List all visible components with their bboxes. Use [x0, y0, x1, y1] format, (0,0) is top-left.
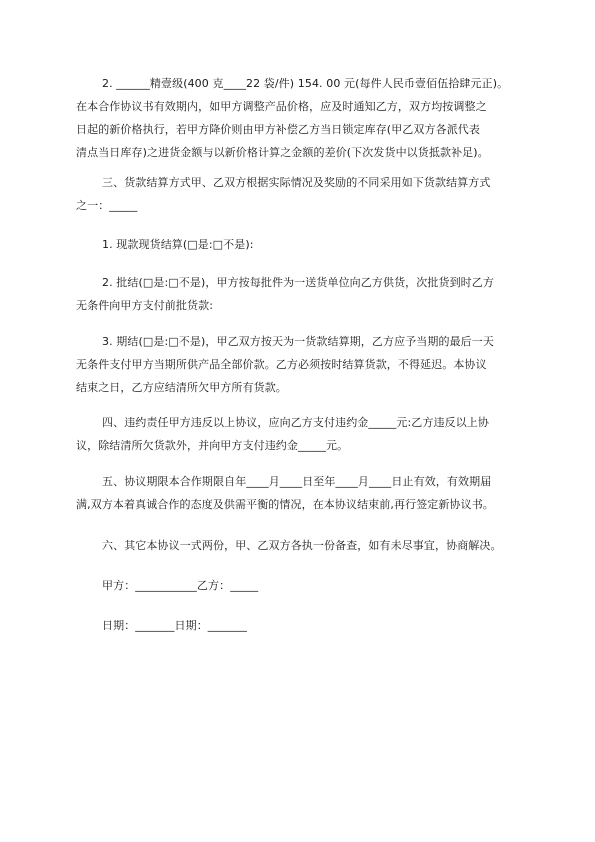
- text-line: 三、货款结算方式甲、乙双方根据实际情况及奖励的不同采用如下货款结算方式: [102, 176, 491, 189]
- text-line: 1. 现款现货结算(□是:□不是):: [102, 238, 254, 251]
- text-line: 五、协议期限本合作期限自年____月____日至年____月____日止有效，有效期届: [102, 475, 492, 488]
- text-line: 2. ______精壹级(400 克____22 袋/件) 154. 00 元(每件人民币壹佰伍拾肆元正)。: [102, 77, 509, 90]
- text-line: 3. 期结(□是:□不是)，甲乙双方按天为一货款结算期，乙方应予当期的最后一天: [102, 335, 494, 348]
- clause-term-paragraph: [76, 470, 536, 516]
- clause-other-paragraph: [76, 534, 536, 557]
- text-line: 满,双方本着真诚合作的态度及供需平衡的情况，在本协议结束前,再行签定新协议书。: [76, 498, 494, 511]
- text-line: 2. 批结(□是:□不是)，甲方按每批件为一送货单位向乙方供货，次批货到时乙方: [102, 276, 494, 289]
- clause-price-paragraph: [76, 72, 536, 164]
- settlement-period-item: [76, 330, 536, 399]
- text-line: 结束之日，乙方应结清所欠甲方所有货款。: [76, 381, 287, 394]
- text-line: 无条件向甲方支付前批货款:: [76, 299, 214, 312]
- text-line: 议，除结清所欠货款外，并向甲方支付违约金_____元。: [76, 439, 349, 452]
- settlement-batch-item: [76, 271, 536, 317]
- signature-date-line: [76, 614, 536, 637]
- text-line: 六、其它本协议一式两份，甲、乙双方各执一份备查，如有未尽事宜，协商解决。: [102, 539, 502, 552]
- text-line: 日期：_______日期：_______: [102, 619, 247, 632]
- clause-settlement-heading: [76, 171, 536, 217]
- clause-liability-paragraph: [76, 411, 536, 457]
- text-line: 日起的新价格执行，若甲方降价则由甲方补偿乙方当日锁定库存(甲乙双方各派代表: [76, 123, 480, 136]
- text-line: 在本合作协议书有效期内，如甲方调整产品价格，应及时通知乙方，双方均按调整之: [76, 100, 487, 113]
- signature-party-line: [76, 574, 536, 597]
- text-line: 无条件支付甲方当期所供产品全部价款。乙方必须按时结算货款，不得延迟。本协议: [76, 358, 487, 371]
- text-line: 之一：_____: [76, 199, 138, 212]
- text-line: 甲方：___________乙方：_____: [102, 579, 259, 592]
- text-line: 四、违约责任甲方违反以上协议，应向乙方支付违约金_____元:乙方违反以上协: [102, 416, 490, 429]
- text-line: 清点当日库存)之进货金额与以新价格计算之金额的差价(下次发货中以货抵款补足)。: [76, 146, 489, 159]
- settlement-cash-item: [76, 233, 536, 256]
